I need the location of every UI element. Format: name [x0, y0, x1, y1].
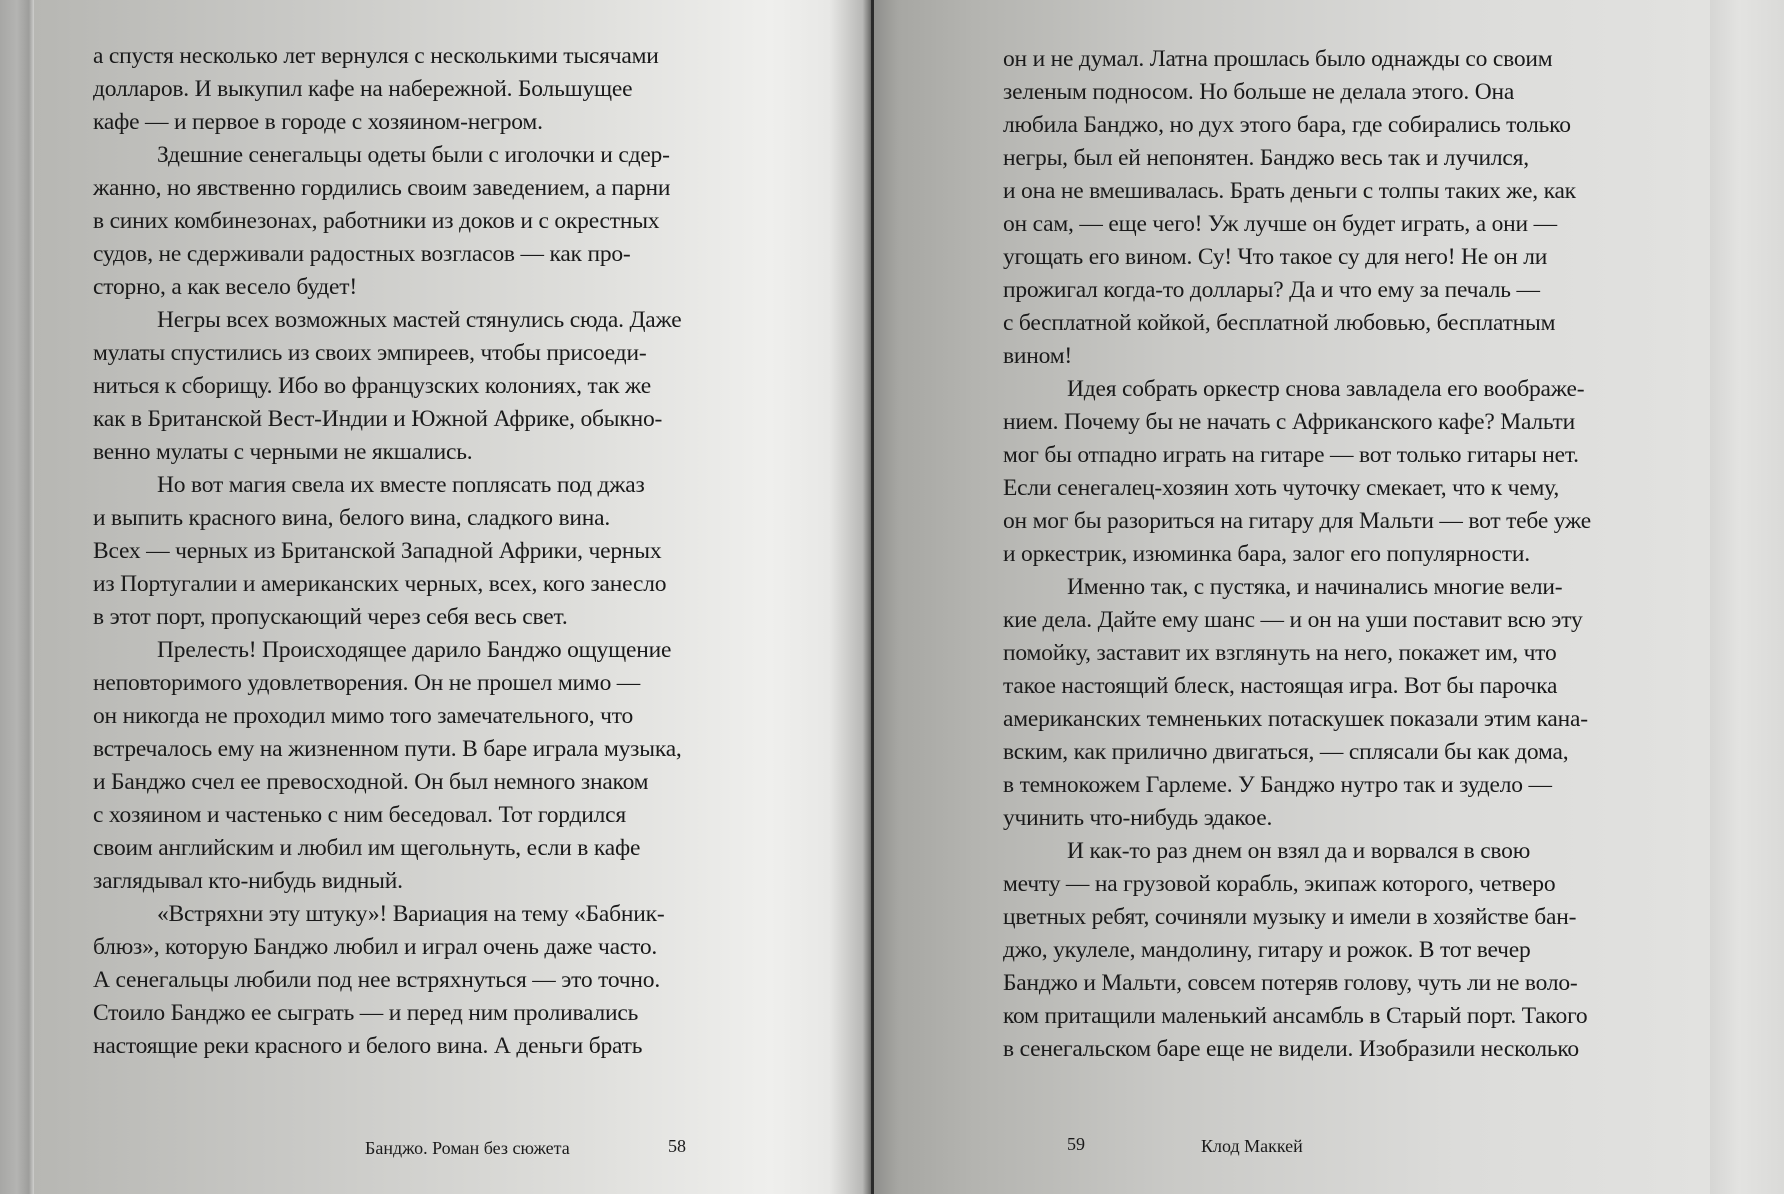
text-line: настоящие реки красного и белого вина. А деньги брать	[93, 1033, 643, 1059]
text-line: Если сенегалец-хозяин хоть чуточку смекает, что к чему,	[1003, 475, 1560, 501]
text-line: Идея собрать оркестр снова завладела его воображе-	[1067, 376, 1585, 402]
text-line: Но вот магия свела их вместе поплясать под джаз	[157, 472, 645, 498]
text-line: мог бы отпадно играть на гитаре — вот только гитары нет.	[1003, 442, 1579, 468]
text-line: и Банджо счел ее превосходной. Он был немного знаком	[93, 769, 649, 795]
text-line: мулаты спустились из своих эмпиреев, чтобы присоеди-	[93, 340, 647, 366]
text-line: И как-то раз днем он взял да и ворвался в свою	[1067, 838, 1531, 864]
text-line: А сенегальцы любили под нее встряхнуться — это точно.	[93, 967, 660, 993]
book-edge-right	[1710, 0, 1784, 1194]
text-line: и она не вмешивалась. Брать деньги с толпы таких же, как	[1003, 178, 1576, 204]
text-line: встречалось ему на жизненном пути. В баре играла музыка,	[93, 736, 682, 762]
text-line: с хозяином и частенько с ним беседовал. Тот гордился	[93, 802, 627, 828]
text-line: нием. Почему бы не начать с Африканского кафе? Мальти	[1003, 409, 1576, 435]
text-line: судов, не сдерживали радостных возгласов — как про-	[93, 241, 631, 267]
text-line: вским, как прилично двигаться, — сплясали бы как дома,	[1003, 739, 1569, 765]
left-page-body-text	[93, 40, 682, 1063]
text-line: такое настоящий блеск, настоящая игра. Вот бы парочка	[1003, 673, 1558, 699]
text-line: джо, укулеле, мандолину, гитару и рожок. В тот вечер	[1003, 937, 1531, 963]
text-line: «Встряхни эту штуку»! Вариация на тему «Бабник-	[157, 901, 665, 927]
text-line: мечту — на грузовой корабль, экипаж которого, четверо	[1003, 871, 1556, 897]
text-line: он никогда не проходил мимо того замечательного, что	[93, 703, 634, 729]
text-line: помойку, заставит их взглянуть на него, покажет им, что	[1003, 640, 1557, 666]
text-line: и оркестрик, изюминка бара, залог его популярности.	[1003, 541, 1530, 567]
text-line: неповторимого удовлетворения. Он не прошел мимо —	[93, 670, 641, 696]
text-line: в этот порт, пропускающий через себя весь свет.	[93, 604, 568, 630]
text-line: вином!	[1003, 343, 1073, 369]
text-line: Прелесть! Происходящее дарило Банджо ощущение	[157, 637, 672, 663]
text-line: Стоило Банджо ее сыграть — и перед ним проливались	[93, 1000, 639, 1026]
text-line: блюз», которую Банджо любил и играл очень даже часто.	[93, 934, 658, 960]
text-line: негры, был ей непонятен. Банджо весь так и лучился,	[1003, 145, 1529, 171]
text-line: венно мулаты с черными не якшались.	[93, 439, 473, 465]
text-line: заглядывал кто-нибудь видный.	[93, 868, 403, 894]
text-line: он и не думал. Латна прошлась было однажды со своим	[1003, 46, 1553, 72]
text-line: кие дела. Дайте ему шанс — и он на уши поставит всю эту	[1003, 607, 1583, 633]
text-line: он сам, — еще чего! Уж лучше он будет играть, а они —	[1003, 211, 1557, 237]
text-line: в синих комбинезонах, работники из доков и с окрестных	[93, 208, 660, 234]
text-line: а спустя несколько лет вернулся с несколькими тысячами	[93, 43, 659, 69]
text-line: жанно, но явственно гордились своим заведением, а парни	[93, 175, 671, 201]
book-edge-left	[0, 0, 34, 1194]
running-title-right: Клод Маккей	[1201, 1136, 1303, 1156]
text-line: он мог бы разориться на гитару для Мальти — вот тебе уже	[1003, 508, 1591, 534]
text-line: в темнокожем Гарлеме. У Банджо нутро так и зудело —	[1003, 772, 1552, 798]
text-line: как в Британской Вест-Индии и Южной Африке, обыкно-	[93, 406, 663, 432]
page-number-left: 58	[668, 1136, 686, 1156]
text-line: ниться к сборищу. Ибо во французских колониях, так же	[93, 373, 651, 399]
text-line: сторно, а как весело будет!	[93, 274, 357, 300]
text-line: угощать его вином. Су! Что такое су для него! Не он ли	[1003, 244, 1548, 270]
text-line: цветных ребят, сочиняли музыку и имели в хозяйстве бан-	[1003, 904, 1577, 930]
text-line: зеленым подносом. Но больше не делала этого. Она	[1003, 79, 1515, 105]
text-line: прожигал когда-то доллары? Да и что ему за печаль —	[1003, 277, 1540, 303]
text-line: учинить что-нибудь эдакое.	[1003, 805, 1273, 831]
text-line: кафе — и первое в городе с хозяином-негром.	[93, 109, 543, 135]
right-page-body-text	[1003, 43, 1591, 1066]
text-line: Здешние сенегальцы одеты были с иголочки и сдер-	[157, 142, 670, 168]
text-line: с бесплатной койкой, бесплатной любовью, бесплатным	[1003, 310, 1556, 336]
text-line: в сенегальском баре еще не видели. Изобразили несколько	[1003, 1036, 1579, 1062]
text-line: своим английским и любил им щегольнуть, если в кафе	[93, 835, 641, 861]
text-line: любила Банджо, но дух этого бара, где собирались только	[1003, 112, 1571, 138]
text-line: американских темненьких потаскушек показали этим кана-	[1003, 706, 1588, 732]
running-title-left: Банджо. Роман без сюжета	[365, 1138, 570, 1158]
text-line: ком притащили маленький ансамбль в Старый порт. Такого	[1003, 1003, 1588, 1029]
text-line: Негры всех возможных мастей стянулись сюда. Даже	[157, 307, 682, 333]
text-line: долларов. И выкупил кафе на набережной. Большущее	[93, 76, 633, 102]
text-line: Всех — черных из Британской Западной Африки, черных	[93, 538, 662, 564]
page-number-right: 59	[1067, 1134, 1085, 1154]
text-line: Банджо и Мальти, совсем потеряв голову, чуть ли не воло-	[1003, 970, 1578, 996]
text-line: и выпить красного вина, белого вина, сладкого вина.	[93, 505, 611, 531]
text-line: Именно так, с пустяка, и начинались многие вели-	[1067, 574, 1563, 600]
text-line: из Португалии и американских черных, всех, кого занесло	[93, 571, 667, 597]
